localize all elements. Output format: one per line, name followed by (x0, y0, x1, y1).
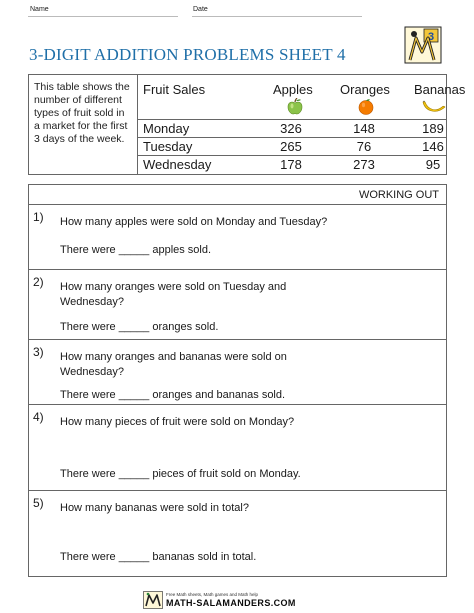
answer-sentence[interactable]: There were _____ apples sold. (60, 244, 212, 256)
col-header-apples: Apples (273, 82, 313, 97)
cell-apples: 178 (280, 157, 302, 172)
cell-apples: 265 (280, 139, 302, 154)
table-row (138, 156, 446, 174)
col-header-oranges: Oranges (340, 82, 390, 97)
table-header-row (138, 75, 466, 120)
table-row (138, 120, 446, 138)
question-text: How many apples were sold on Monday and Tuesday? (60, 216, 328, 228)
footer-brand[interactable]: MATH-SALAMANDERS.COM (166, 598, 296, 608)
orange-icon (358, 98, 374, 115)
question-text: How many oranges were sold on Tuesday and Wednesday? (60, 281, 287, 308)
question-5 (29, 491, 446, 576)
question-text: How many oranges and bananas were sold on Wednesday? (60, 351, 287, 378)
table-intro: This table shows the number of different types of fruit sold in a market for the first 3 days of the week. (29, 75, 138, 174)
question-number: 4) (33, 410, 44, 424)
answer-sentence[interactable]: There were _____ oranges sold. (60, 321, 219, 333)
math-salamander-logo-icon (404, 26, 442, 64)
question-number: 2) (33, 275, 44, 289)
footer-tagline: Free Math sheets, Math games and Math help (166, 592, 259, 597)
answer-sentence[interactable]: There were _____ pieces of fruit sold on Monday. (60, 468, 301, 480)
cell-bananas: 189 (422, 121, 444, 136)
name-label: Name (30, 6, 49, 13)
working-out-label: WORKING OUT (358, 189, 439, 201)
working-out-header (29, 185, 446, 205)
banana-icon (422, 99, 446, 115)
cell-apples: 326 (280, 121, 302, 136)
page-title: 3-DIGIT ADDITION PROBLEMS SHEET 4 (29, 45, 346, 64)
logo-digit: 3 (427, 31, 435, 43)
col-header-bananas: Bananas (414, 82, 466, 97)
question-text: How many pieces of fruit were sold on Monday? (60, 416, 295, 428)
row-day: Tuesday (143, 139, 193, 154)
answer-sentence[interactable]: There were _____ oranges and bananas sold. (60, 389, 286, 401)
fruit-sales-grid (138, 75, 466, 174)
answer-sentence[interactable]: There were _____ bananas sold in total. (60, 551, 257, 563)
table-row (138, 138, 446, 156)
cell-oranges: 148 (353, 121, 375, 136)
cell-bananas: 146 (422, 139, 444, 154)
question-text: How many bananas were sold in total? (60, 502, 249, 514)
question-4 (29, 405, 446, 491)
table-corner-label: Fruit Sales (143, 82, 206, 97)
cell-oranges: 76 (356, 139, 372, 154)
cell-bananas: 95 (425, 157, 441, 172)
question-number: 3) (33, 345, 44, 359)
question-3 (29, 340, 446, 405)
date-line (192, 16, 362, 17)
question-1 (29, 205, 446, 270)
apple-icon (287, 98, 303, 115)
question-2 (29, 270, 446, 340)
row-day: Wednesday (143, 157, 212, 172)
date-label: Date (193, 6, 208, 13)
row-day: Monday (143, 121, 190, 136)
footer (166, 592, 336, 608)
salamander-icon (143, 591, 163, 609)
question-number: 5) (33, 496, 44, 510)
name-line (28, 16, 178, 17)
question-number: 1) (33, 210, 44, 224)
cell-oranges: 273 (353, 157, 375, 172)
fruit-sales-table (28, 74, 466, 175)
questions-box (28, 184, 447, 577)
